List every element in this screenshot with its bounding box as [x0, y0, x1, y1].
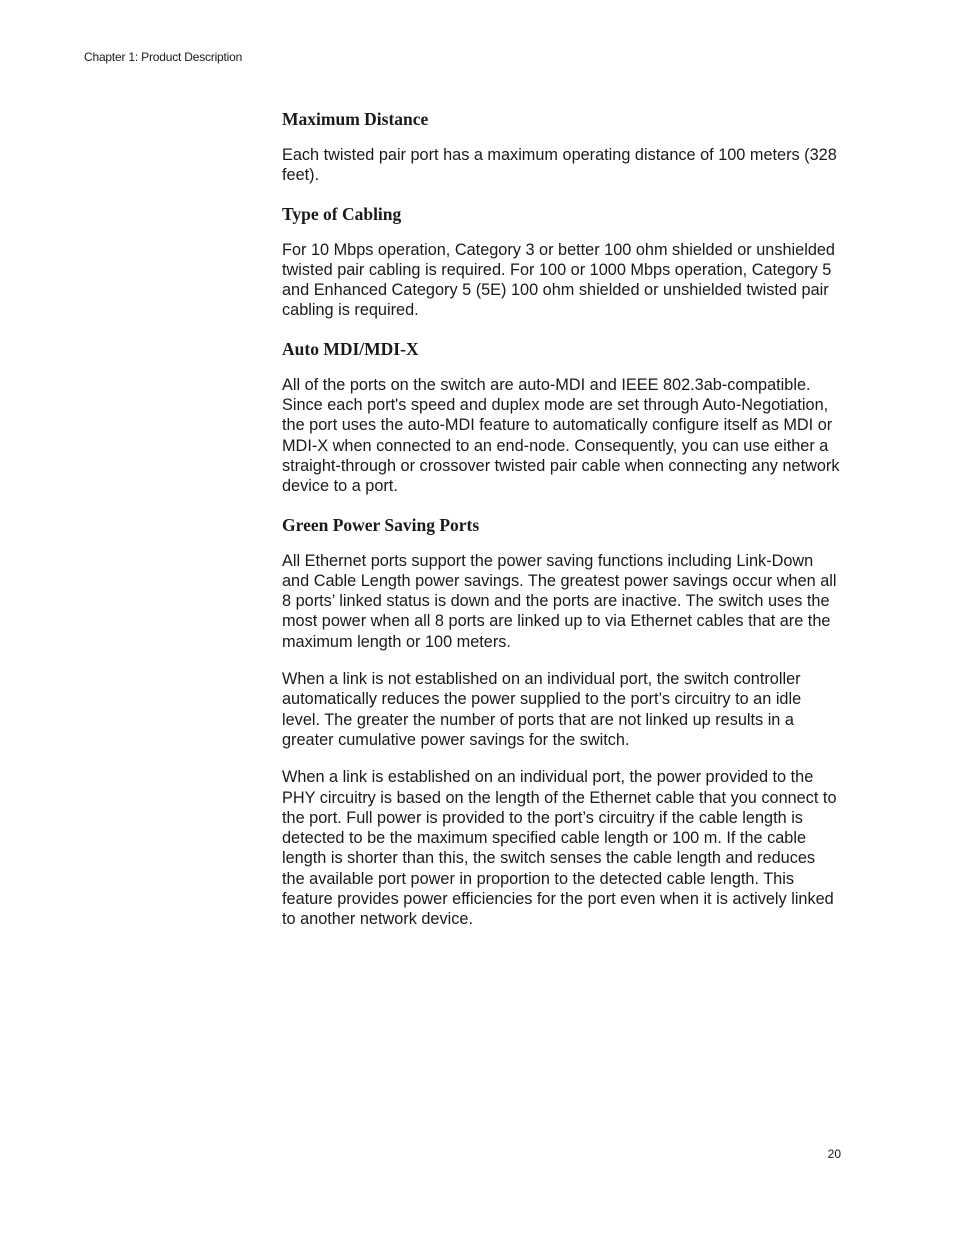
running-header: Chapter 1: Product Description	[84, 50, 243, 64]
section-heading: Auto MDI/MDI-X	[282, 338, 419, 359]
section-green-power-saving-ports	[282, 514, 842, 930]
section-heading: Green Power Saving Ports	[282, 514, 480, 535]
page-body	[282, 108, 842, 947]
body-paragraph: All Ethernet ports support the power saving functions including Link-Down and Cable Length power savings. The greatest power savings occur when all 8 ports’ linked status is down and the ports are inactive. The switch uses the most power when all 8 ports are linked up to via Ethernet cables that are the maximum length or 100 meters.	[282, 551, 837, 651]
section-heading: Maximum Distance	[282, 109, 429, 129]
section-type-of-cabling	[282, 203, 842, 321]
body-paragraph: All of the ports on the switch are auto-MDI and IEEE 802.3ab-compatible. Since each port's speed and duplex mode are set through Auto-Negotiation, the port uses the auto-MDI feature to automatically configure itself as MDI or MDI-X when connected to an end-node. Consequently, you can use either a straight-through or crossover twisted pair cable when connecting any network device to a port.	[282, 375, 840, 496]
body-paragraph: When a link is not established on an individual port, the switch controller automatically reduces the power supplied to the port’s circuitry to an idle level. The greater the number of ports that are not linked up results in a greater cumulative power savings for the switch.	[282, 670, 802, 749]
section-auto-mdi	[282, 338, 842, 497]
page-number: 20	[827, 1147, 841, 1161]
section-heading: Type of Cabling	[282, 203, 402, 224]
body-paragraph: Each twisted pair port has a maximum operating distance of 100 meters (328 feet).	[282, 146, 837, 185]
body-paragraph: For 10 Mbps operation, Category 3 or better 100 ohm shielded or unshielded twisted pair cabling is required. For 100 or 1000 Mbps operation, Category 5 and Enhanced Category 5 (5E) 100 ohm shielded or unshielded twisted pair cabling is required.	[282, 240, 835, 320]
body-paragraph: When a link is established on an individual port, the power provided to the PHY circuitry is based on the length of the Ethernet cable that you connect to the port. Full power is provided to the port’s circuitry if the cable length is detected to be the maximum specified cable length or 100 m. If the cable length is shorter than this, the switch senses the cable length and reduces the available port power in proportion to the detected cable length. This feature provides power efficiencies for the port even when it is actively linked to another network device.	[282, 768, 837, 929]
section-maximum-distance	[282, 108, 842, 186]
